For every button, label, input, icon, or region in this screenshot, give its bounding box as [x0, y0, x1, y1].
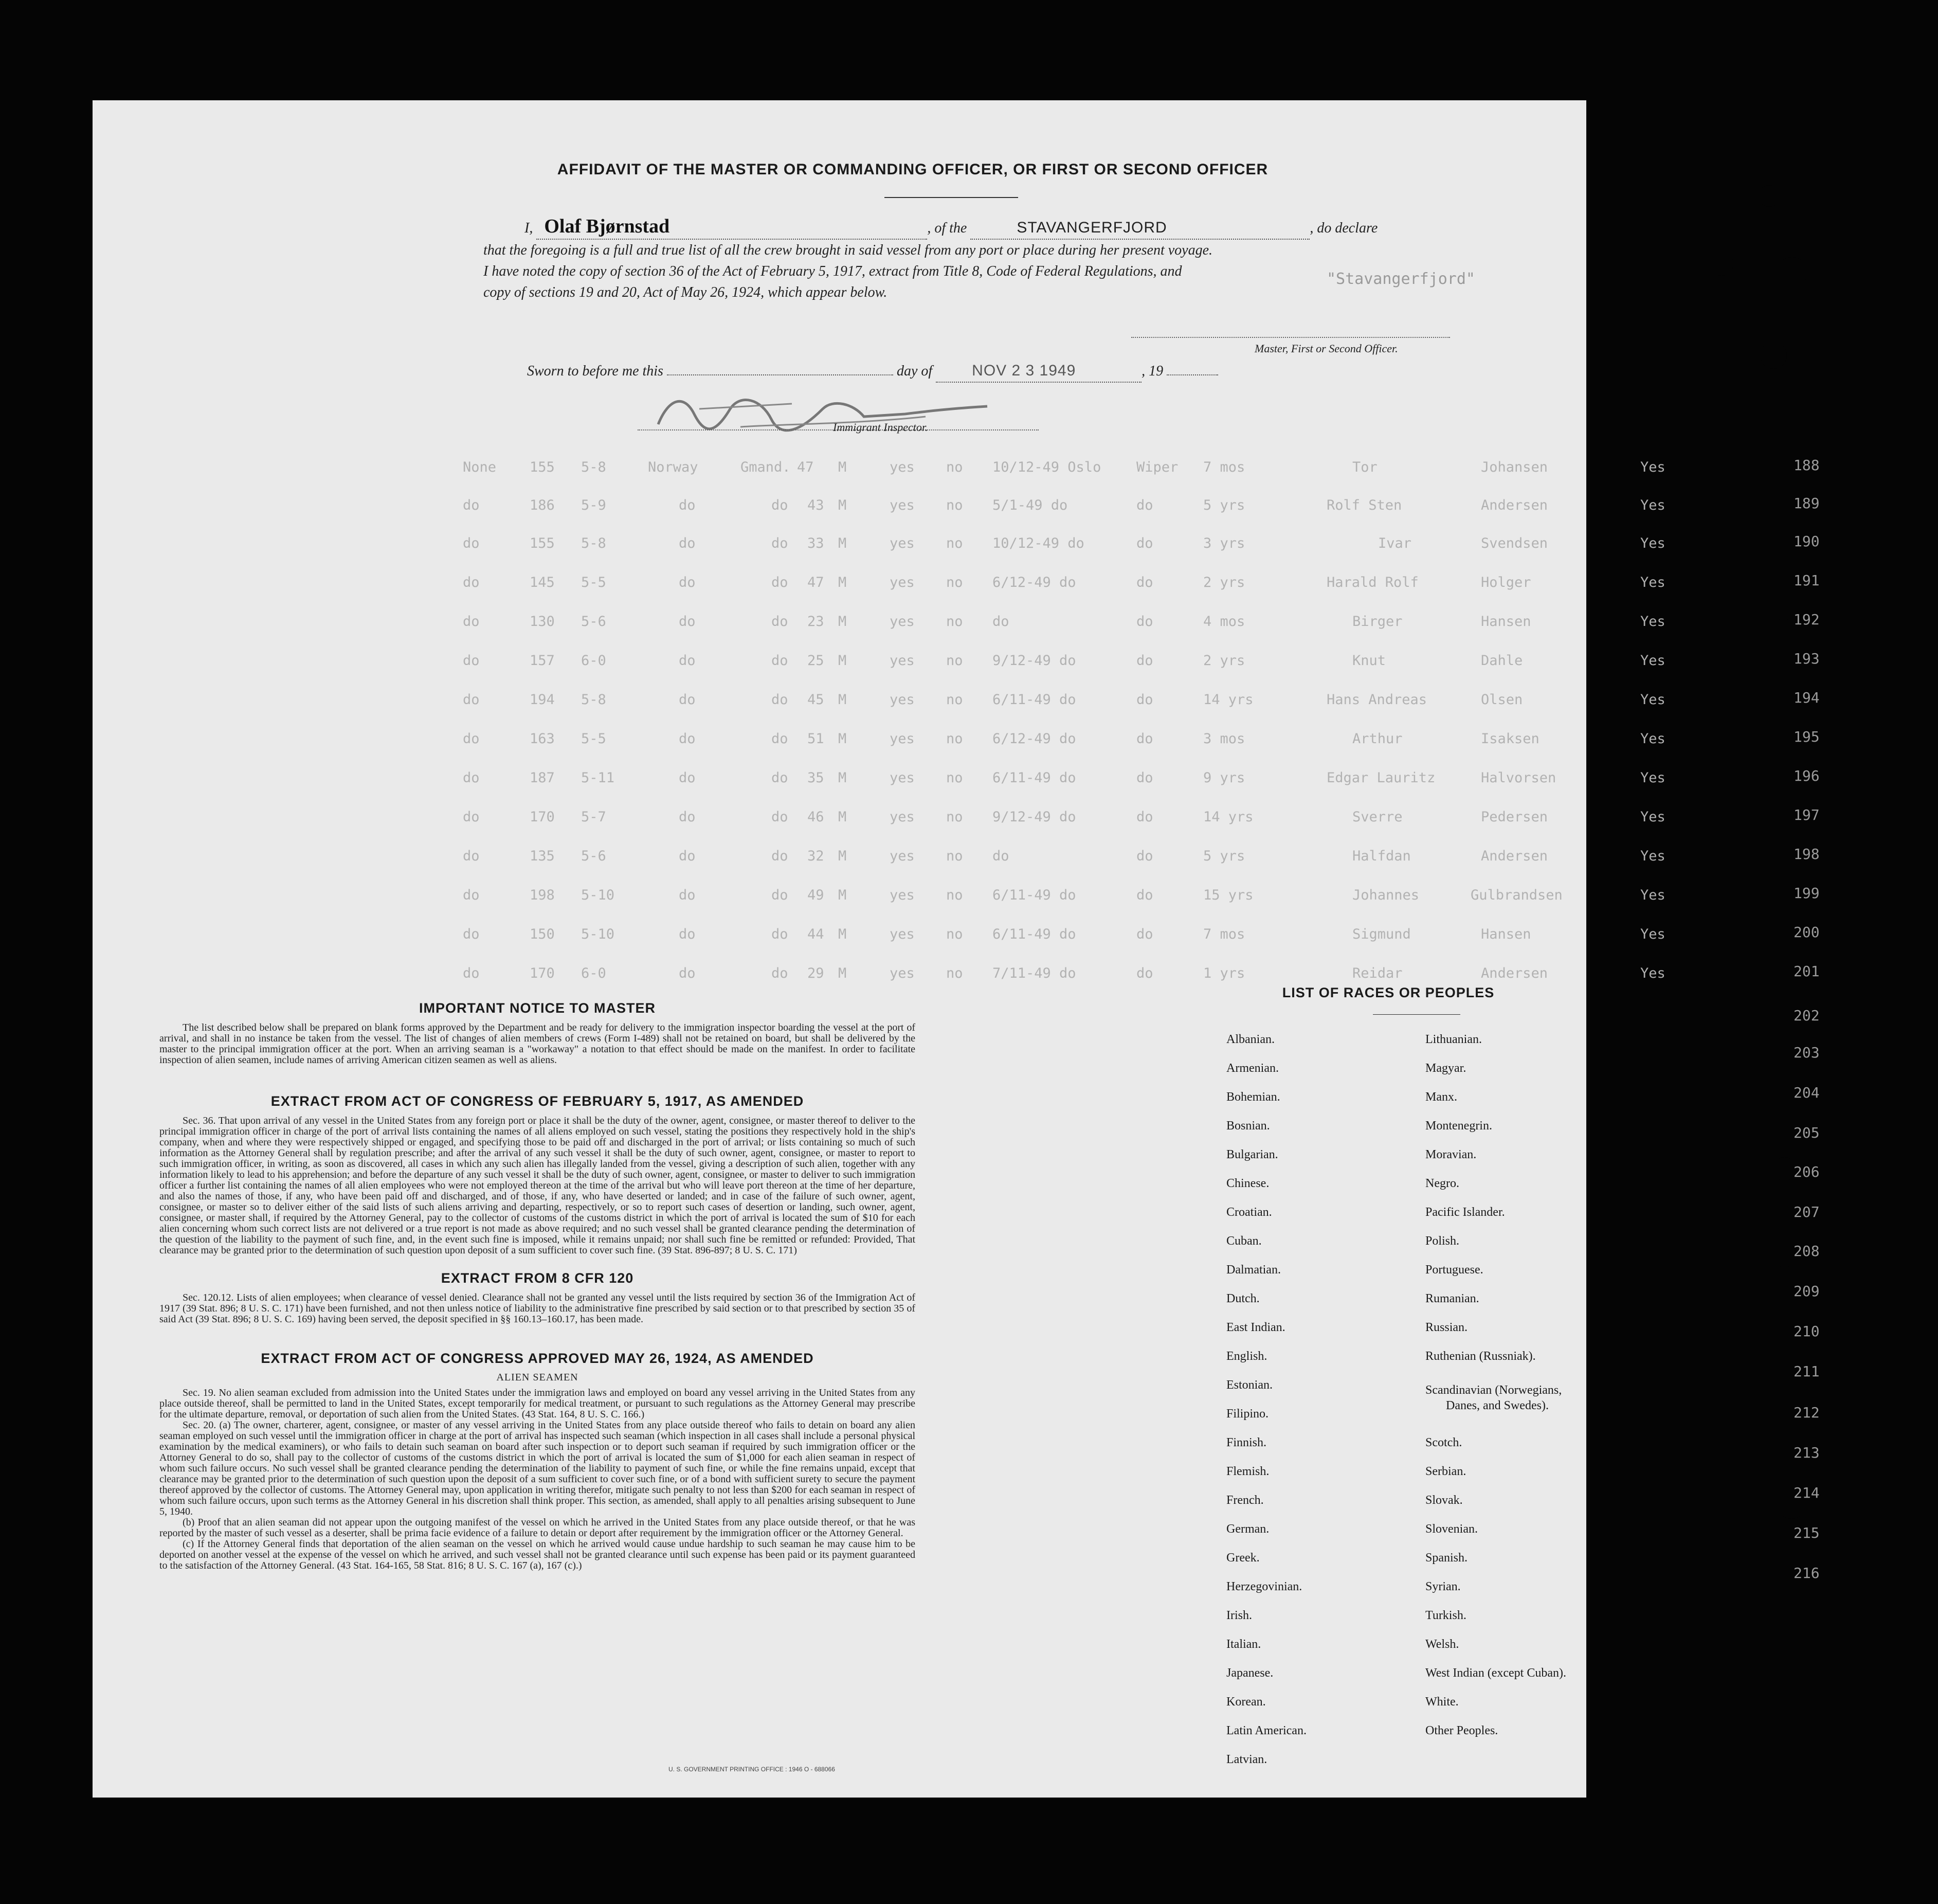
sec-20c-text: (c) If the Attorney General finds that deportation of the alien seaman on the vessel on which he arrived would cause undue hardship to such seaman he may cause him to be deported on another vessel at the expense of the vessel on which he arrived, and such vessel shall not be granted clearance until such expense has been paid or its payment guaranteed to the satisfaction of the Attorney General. (43 Stat. 164-165, 58 Stat. 816; 8 U. S. C. 167 (a), 167 (c).) [159, 1538, 915, 1571]
vessel-name: STAVANGERFJORD [1017, 219, 1167, 236]
race-item: Flemish. [1226, 1465, 1270, 1478]
signature-line [1131, 337, 1450, 338]
row-number: 191 [1794, 572, 1820, 589]
race-item: Magyar. [1425, 1062, 1466, 1075]
row-number: 210 [1794, 1323, 1820, 1340]
races-heading: LIST OF RACES OR PEOPLES [1282, 985, 1495, 1000]
race-item: Albanian. [1226, 1033, 1275, 1046]
race-item: Syrian. [1425, 1580, 1461, 1593]
bleed-row: do 186 5-9 do do M 43 yes no 5/1-49 do do 5 yrs Rolf Sten Andersen Yes [463, 497, 1665, 513]
bleed-row: do 198 5-10 do do M 49 yes no 6/11-49 do do 15 yrs Johannes Gulbrandsen Yes [463, 887, 1665, 903]
row-number: 209 [1794, 1283, 1820, 1300]
race-item: Bohemian. [1226, 1090, 1280, 1104]
affidavit-line-3: I have noted the copy of section 36 of the Act of February 5, 1917, extract from Title 8, Code of Federal Regulations, and [483, 263, 1182, 279]
extract-1917-heading: EXTRACT FROM ACT OF CONGRESS OF FEBRUARY 5, 1917, AS AMENDED [270, 1093, 804, 1109]
master-name: Olaf Bjørnstad [544, 215, 670, 237]
race-item: Negro. [1425, 1177, 1459, 1190]
race-item: Ruthenian (Russniak). [1425, 1350, 1536, 1363]
row-number: 203 [1794, 1044, 1820, 1061]
race-item: Korean. [1226, 1695, 1266, 1709]
bleed-row: do 135 5-6 do do M 32 yes no do do 5 yrs Halfdan Andersen Yes [463, 848, 1665, 864]
race-item: Italian. [1226, 1638, 1261, 1651]
bleed-row: do 130 5-6 do do M 23 yes no do do 4 mos Birger Hansen Yes [463, 613, 1665, 630]
notice-heading: IMPORTANT NOTICE TO MASTER [419, 1000, 656, 1016]
row-number: 197 [1794, 806, 1820, 823]
race-item: Moravian. [1425, 1148, 1477, 1161]
row-number: 208 [1794, 1243, 1820, 1260]
extract-cfr-heading: EXTRACT FROM 8 CFR 120 [441, 1270, 634, 1286]
race-item: Irish. [1226, 1609, 1252, 1622]
punch-hole [1759, 185, 1780, 207]
bleed-row: do 187 5-11 do do M 35 yes no 6/11-49 do do 9 yrs Edgar Lauritz Halvorsen Yes [463, 769, 1665, 786]
row-number: 198 [1794, 846, 1820, 863]
sec-20b-text: (b) Proof that an alien seaman did not appear upon the outgoing manifest of the vessel on which he arrived in the United States from any place outside thereof, or that he was reported by the master of such vessel as a deserter, shall be prima facie evidence of a failure to detain or deport after requirement by the immigration officer or the Attorney General. [159, 1517, 915, 1539]
race-item: Japanese. [1226, 1666, 1274, 1680]
bleed-row: do 155 5-8 do do M 33 yes no 10/12-49 do do 3 yrs Ivar Svendsen Yes [463, 535, 1665, 551]
race-item: Bulgarian. [1226, 1148, 1278, 1161]
affidavit-declaration [483, 216, 1460, 303]
row-number: 205 [1794, 1124, 1820, 1141]
year-field [1167, 374, 1218, 375]
legal-notices [159, 1000, 915, 1571]
extract-cfr-text: Sec. 120.12. Lists of alien employees; when clearance of vessel denied. Clearance shall not be granted any vessel until the lists required by section 36 of the Immigration Act of 1917 (39 Stat. 896; 8 U. S. C. 171) have been furnished, and not then unless notice of liability to the administrative fine prescribed by said section or to that prescribed by section 35 of said Act (39 Stat. 896; 8 U. S. C. 169) having been served, the deposit specified in §§ 160.13–160.17, has been made. [159, 1292, 915, 1325]
race-item: Armenian. [1226, 1062, 1279, 1075]
i-label: I, [524, 220, 533, 236]
printing-office-footer: U. S. GOVERNMENT PRINTING OFFICE : 1946 O - 688066 [668, 1766, 835, 1773]
race-item: Other Peoples. [1425, 1724, 1498, 1737]
row-number: 196 [1794, 767, 1820, 784]
row-number: 195 [1794, 728, 1820, 745]
race-item: German. [1226, 1522, 1270, 1536]
race-item: French. [1226, 1494, 1264, 1507]
do-declare-label: , do declare [1310, 220, 1378, 236]
row-number: 200 [1794, 924, 1820, 941]
race-item: Scotch. [1425, 1436, 1462, 1449]
race-item: West Indian (except Cuban). [1425, 1666, 1566, 1680]
row-number: 199 [1794, 885, 1820, 902]
row-number: 192 [1794, 611, 1820, 628]
race-item: Turkish. [1425, 1609, 1466, 1622]
bleed-row: None 155 5-8 Norway Gmand. M 47 yes no 10/12-49 Oslo Wiper 7 mos Tor Johansen Yes [463, 459, 1665, 475]
extract-1924-heading: EXTRACT FROM ACT OF CONGRESS APPROVED MAY 26, 1924, AS AMENDED [261, 1351, 814, 1366]
punch-hole [1777, 257, 1807, 288]
title-rule [884, 197, 1018, 198]
month-field [936, 360, 1142, 383]
sec-19-text: Sec. 19. No alien seaman excluded from admission into the United States under the immigration laws and employed on board any vessel arriving in the United States from any place outside thereof, shall be permitted to land in the United States, except temporarily for medical treatment, or pursuant to such regulations as the Attorney General may prescribe for the ultimate departure, removal, or deportation of such alien from the United States. (43 Stat. 164, 8 U. S. C. 166.) [159, 1387, 915, 1420]
race-item: Scandinavian (Norwegians, [1425, 1384, 1562, 1397]
race-item: Welsh. [1425, 1638, 1459, 1651]
race-item: Rumanian. [1425, 1292, 1479, 1305]
sec-20a-text: Sec. 20. (a) The owner, charterer, agent, consignee, or master of any vessel arriving in the United States from any place outside thereof who fails to detain on board any alien seaman employed on such vessel until the immigration officer in charge at the port of arrival has inspected such seaman (which inspection in all cases shall include a personal physical examination by the medical examiners), or who fails to detain such seaman on board after such inspection or to deport such seaman if required by such immigration officer or the Attorney General to do so, shall pay to the collector of customs of the customs district in which the port of arrival is located the sum of $1,000 for each alien seaman in respect of whom such failure occurs. No such vessel shall be granted clearance pending the determination of the liability to payment of such fine, or while the fine remains unpaid, except that clearance may be granted prior to the determination of such question upon the deposit of a sum sufficient to cover such fine, or of a bond with sufficient surety to secure the payment thereof approved by the collector of customs. The Attorney General may, upon application in writing therefor, mitigate such penalty to not less than $200 for each seaman in respect of whom such failure occurs, upon such terms as the Attorney General in his discretion shall think proper. This section, as amended, shall apply to all penalties arising subsequent to June 5, 1940. [159, 1420, 915, 1517]
bleed-row: do 145 5-5 do do M 47 yes no 6/12-49 do do 2 yrs Harald Rolf Holger Yes [463, 574, 1665, 590]
notice-text: The list described below shall be prepared on blank forms approved by the Department and be ready for delivery to the immigration inspector boarding the vessel at the port of arrival, and shall in no instance be taken from the vessel. The list of changes of alien members of crews (Form I-489) shall not be retained on board, but shall be delivered by the master to the principal immigration officer at the port. When an arriving seaman is a "workaway" a notation to that effect should be made on the manifest. In order to facilitate inspection of alien seamen, include names of arriving American citizen seamen as well as aliens. [159, 1022, 915, 1066]
page-title: AFFIDAVIT OF THE MASTER OR COMMANDING OFFICER, OR FIRST OR SECOND OFFICER [557, 161, 1269, 178]
alien-seamen-subheading: ALIEN SEAMEN [496, 1372, 578, 1383]
race-item: Manx. [1425, 1090, 1457, 1104]
race-item: Slovak. [1425, 1494, 1463, 1507]
row-number: 194 [1794, 689, 1820, 706]
bleed-row: do 170 5-7 do do M 46 yes no 9/12-49 do do 14 yrs Sverre Pedersen Yes [463, 809, 1665, 825]
race-item: Croatian. [1226, 1206, 1272, 1219]
race-item: Serbian. [1425, 1465, 1466, 1478]
date-stamp: NOV 2 3 1949 [972, 362, 1076, 379]
punch-hole [1771, 597, 1795, 620]
row-number: 189 [1794, 495, 1820, 512]
race-item: Russian. [1425, 1321, 1468, 1334]
race-item: Latin American. [1226, 1724, 1307, 1737]
race-item: Polish. [1425, 1234, 1460, 1248]
row-number: 206 [1794, 1163, 1820, 1180]
punch-hole [1771, 681, 1796, 706]
race-item: Dutch. [1226, 1292, 1260, 1305]
row-number: 211 [1794, 1363, 1820, 1380]
row-number: 190 [1794, 533, 1820, 550]
race-item: Herzegovinian. [1226, 1580, 1302, 1593]
sworn-line [527, 360, 1298, 383]
race-item: Portuguese. [1425, 1263, 1483, 1277]
day-of-label: day of [896, 363, 933, 379]
row-number: 204 [1794, 1084, 1820, 1101]
punch-hole [1760, 342, 1787, 369]
bleed-row: do 150 5-10 do do M 44 yes no 6/11-49 do do 7 mos Sigmund Hansen Yes [463, 926, 1665, 942]
vessel-field [970, 217, 1310, 240]
day-field [667, 374, 893, 375]
race-item: Bosnian. [1226, 1119, 1270, 1133]
affidavit-line-1 [483, 216, 1460, 240]
bleed-row: do 194 5-8 do do M 45 yes no 6/11-49 do do 14 yrs Hans Andreas Olsen Yes [463, 691, 1665, 708]
extract-1917-text: Sec. 36. That upon arrival of any vessel in the United States from any foreign port or place it shall be the duty of the owner, agent, consignee, or master thereof to deliver to the principal immigration officer in charge of the port of arrival lists containing the names of all aliens employed on such vessel, stating the positions they respectively hold in the ship's company, when and where they were respectively shipped or engaged, and specifying those to be paid off and discharged in the port of arrival; or lists containing so much of such information as the Attorney General shall by regulation prescribe; and after the arrival of any such vessel it shall be the duty of such owner, agent, consignee, or master to report to such immigration officer, in writing, as soon as discovered, all cases in which any such alien has illegally landed from the vessel, giving a description of such alien, together with any information likely to lead to his apprehension; and before the departure of any such vessel it shall be the duty of such owner, agent, consignee, or master to deliver to such immigration officer a further list containing the names of all alien employees who were not employed thereon at the time of the arrival but who will leave port thereon at the time of her departure, and also the names of those, if any, who have been paid off and discharged, and of those, if any, who have deserted or landed; and in case of the failure of such owner, agent, consignee, or master so to deliver either of the said lists of such aliens arriving and departing, respectively, or so to report such cases of desertion or landing, such owner, agent, consignee, or master shall, if required by the Attorney General, pay to the collector of customs of the customs district in which the port of arrival is located the sum of $10 for each alien concerning whom such correct lists are not delivered or a true report is not made as above required; and no such vessel shall be granted clearance pending the determination of the question of the liability to the payment of such fine, and, in the event such fine is imposed, while it remains unpaid; nor shall such fine be remitted or refunded: Provided, That clearance may be granted prior to the determination of such question upon deposit of a sum sufficient to cover such fine. (39 Stat. 896-897; 8 U. S. C. 171) [159, 1115, 915, 1256]
row-number: 212 [1794, 1404, 1820, 1421]
race-item: Lithuanian. [1425, 1033, 1482, 1046]
race-item: Finnish. [1226, 1436, 1267, 1449]
race-item: East Indian. [1226, 1321, 1285, 1334]
race-item: Pacific Islander. [1425, 1206, 1505, 1219]
row-number: 207 [1794, 1204, 1820, 1220]
row-number: 216 [1794, 1565, 1820, 1582]
punch-hole [1710, 252, 1733, 276]
row-number: 213 [1794, 1444, 1820, 1461]
bleed-row: do 170 6-0 do do M 29 yes no 7/11-49 do do 1 yrs Reidar Andersen Yes [463, 965, 1665, 981]
races-rule [1373, 1014, 1460, 1015]
affidavit-line-4: copy of sections 19 and 20, Act of May 26, 1924, which appear below. [483, 284, 888, 300]
bleed-row: do 157 6-0 do do M 25 yes no 9/12-49 do do 2 yrs Knut Dahle Yes [463, 652, 1665, 669]
affidavit-line-2: that the foregoing is a full and true list of all the crew brought in said vessel from any port or place during her present voyage. [483, 242, 1213, 258]
race-item: Slovenian. [1425, 1522, 1478, 1536]
race-item: Cuban. [1226, 1234, 1262, 1248]
row-number: 215 [1794, 1524, 1820, 1541]
year-prefix: , 19 [1142, 363, 1164, 379]
master-name-field [536, 216, 927, 240]
row-number: 201 [1794, 963, 1820, 980]
race-item: Filipino. [1226, 1407, 1269, 1421]
row-number: 202 [1794, 1007, 1820, 1024]
race-item: White. [1425, 1695, 1459, 1709]
signature-caption: Master, First or Second Officer. [1255, 342, 1398, 355]
bleed-stamp: "Stavangerfjord" [1327, 270, 1475, 288]
race-item: Dalmatian. [1226, 1263, 1281, 1277]
race-item: Danes, and Swedes). [1446, 1399, 1549, 1412]
of-the-label: , of the [927, 220, 967, 236]
row-number: 214 [1794, 1484, 1820, 1501]
race-item: Chinese. [1226, 1177, 1270, 1190]
row-number: 193 [1794, 650, 1820, 667]
race-item: Greek. [1226, 1551, 1260, 1565]
race-item: Latvian. [1226, 1753, 1267, 1766]
race-item: Montenegrin. [1425, 1119, 1492, 1133]
sworn-label: Sworn to before me this [527, 363, 663, 379]
inspector-caption: Immigrant Inspector. [833, 421, 928, 434]
race-item: English. [1226, 1350, 1267, 1363]
race-item: Estonian. [1226, 1378, 1273, 1392]
race-item: Spanish. [1425, 1551, 1468, 1565]
row-number: 188 [1794, 457, 1820, 474]
bleed-row: do 163 5-5 do do M 51 yes no 6/12-49 do do 3 mos Arthur Isaksen Yes [463, 730, 1665, 747]
